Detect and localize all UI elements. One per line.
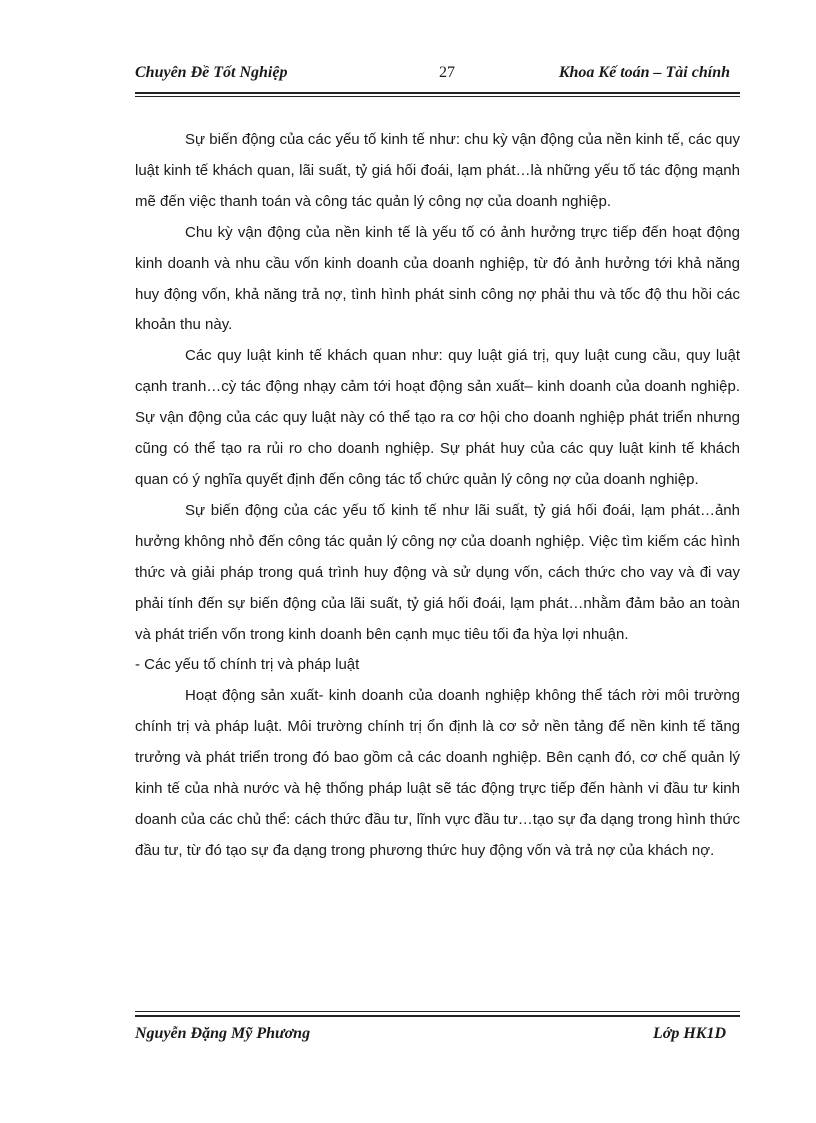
page-header xyxy=(135,62,740,88)
header-rule-top xyxy=(135,92,740,94)
page-number: 27 xyxy=(439,64,455,81)
paragraph: Các quy luật kinh tế khách quan như: quy luật giá trị, quy luật cung cầu, quy luật cạnh tranh…cỳ tác động nhạy cảm tới hoạt động sản xuất– kinh doanh của doanh nghiệp. Sự vận động của các quy luật này có thể tạo ra cơ hội cho doanh nghiệp phát triển nhưng cũng có thể tạo ra rủi ro cho doanh nghiệp. Sự phát huy của các quy luật kinh tế khách quan có ý nghĩa quyết định đến công tác tổ chức quản lý công nợ của doanh nghiệp. xyxy=(135,347,740,488)
paragraph: Chu kỳ vận động của nền kinh tế là yếu tố có ảnh hưởng trực tiếp đến hoạt động kinh doanh và nhu cầu vốn kinh doanh của doanh nghiệp, từ đó ảnh hưởng tới khả năng huy động vốn, khả năng trả nợ, tình hình phát sinh công nợ phải thu và tốc độ thu hồi các khoản thu này. xyxy=(135,223,740,334)
paragraph: Sự biến động của các yếu tố kinh tế như: chu kỳ vận động của nền kinh tế, các quy luật kinh tế khách quan, lãi suất, tỷ giá hối đoái, lạm phát…là những yếu tố tác động mạnh mẽ đến việc thanh toán và công tác quản lý công nợ của doanh nghiệp. xyxy=(135,131,740,210)
paragraph: Sự biến động của các yếu tố kinh tế như lãi suất, tỷ giá hối đoái, lạm phát…ảnh hưởng không nhỏ đến công tác quản lý công nợ của doanh nghiệp. Việc tìm kiếm các hình thức và giải pháp trong quá trình huy động và sử dụng vốn, cách thức cho vay và đi vay phải tính đến sự biến động của lãi suất, tỷ giá hối đoái, lạm phát…nhằm đảm bảo an toàn và phát triển vốn trong kinh doanh bên cạnh mục tiêu tối đa hỳa lợi nhuận. xyxy=(135,501,740,643)
header-rule-bottom xyxy=(135,96,740,97)
footer-class: Lớp HK1D xyxy=(652,1025,726,1042)
footer-author: Nguyễn Đặng Mỹ Phương xyxy=(135,1025,311,1042)
footer-rule-top xyxy=(135,1011,740,1012)
section-subheading: - Các yếu tố chính trị và pháp luật xyxy=(135,656,360,674)
header-department: Khoa Kế toán – Tài chính xyxy=(558,64,730,81)
footer-rule-bottom xyxy=(135,1015,740,1017)
header-title: Chuyên Đề Tốt Nghiệp xyxy=(135,64,288,81)
page-footer xyxy=(135,1025,740,1049)
body-text xyxy=(135,125,740,867)
paragraph: Hoạt động sản xuất- kinh doanh của doanh nghiệp không thể tách rời môi trường chính trị và pháp luật. Môi trường chính trị ổn định là cơ sở nền tảng để nền kinh tế tăng trưởng và phát triển trong đó bao gồm cả các doanh nghiệp. Bên cạnh đó, cơ chế quản lý kinh tế của nhà nước và hệ thống pháp luật sẽ tác động trực tiếp đến hành vi đầu tư kinh doanh của các chủ thể: cách thức đầu tư, lĩnh vực đầu tư…tạo sự đa dạng trong hình thức đầu tư, từ đó tạo sự đa dạng trong phương thức huy động vốn và trả nợ của khách nợ. xyxy=(135,687,740,859)
